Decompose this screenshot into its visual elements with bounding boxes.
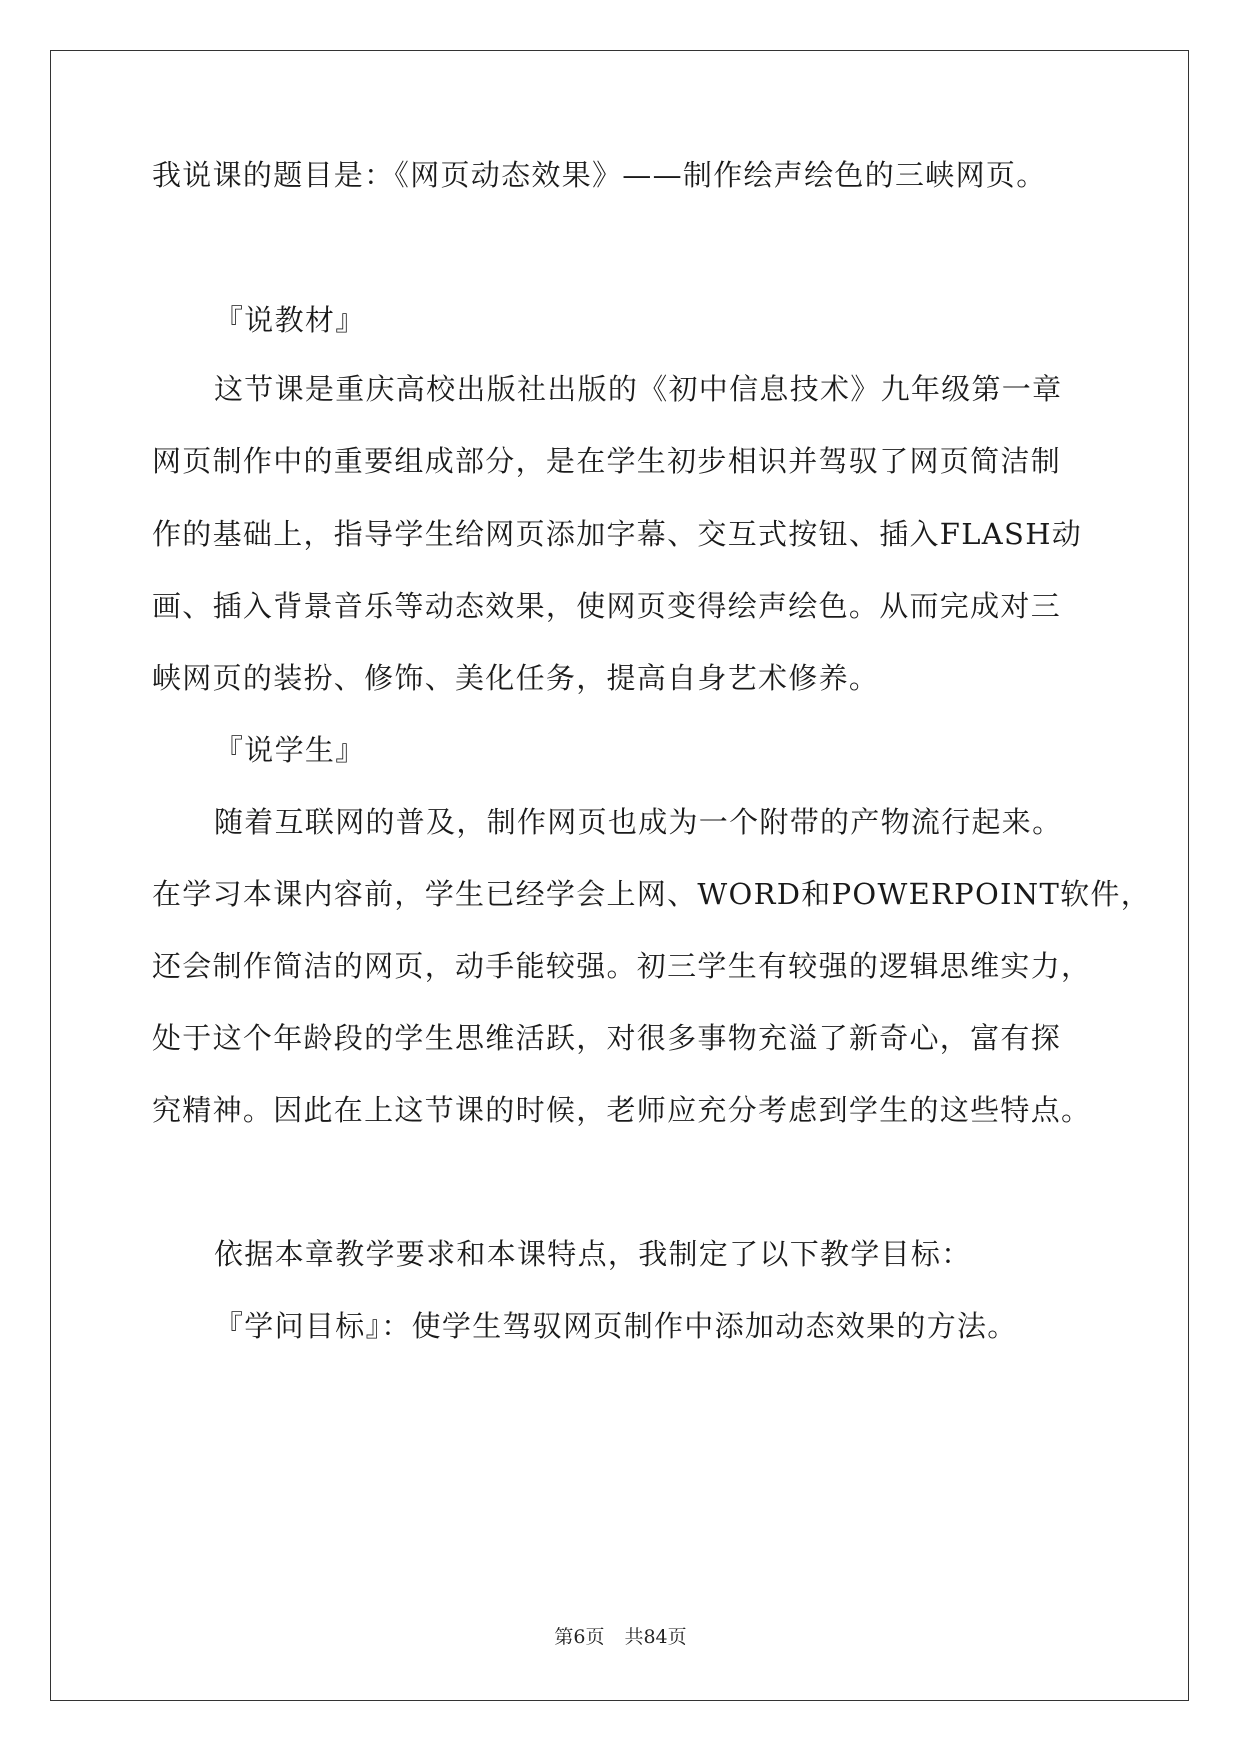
section-heading: 『说学生』 <box>214 733 366 767</box>
section-heading: 『学问目标』：使学生驾驭网页制作中添加动态效果的方法。 <box>214 1309 1018 1343</box>
text-line: 随着互联网的普及，制作网页也成为一个附带的产物流行起来。 <box>214 805 1063 839</box>
text-line: 依据本章教学要求和本课特点，我制定了以下教学目标： <box>214 1237 972 1271</box>
text-line: 这节课是重庆高校出版社出版的《初中信息技术》九年级第一章 <box>214 372 1063 406</box>
text-line: 在学习本课内容前，学生已经学会上网、WORD和POWERPOINT软件， <box>152 877 1152 911</box>
section-heading: 『说教材』 <box>214 303 366 337</box>
text-line: 还会制作简洁的网页，动手能较强。初三学生有较强的逻辑思维实力， <box>152 949 1092 983</box>
text-line: 画、插入背景音乐等动态效果，使网页变得绘声绘色。从而完成对三 <box>152 589 1062 623</box>
page-footer <box>0 1625 1241 1649</box>
text-line: 处于这个年龄段的学生思维活跃，对很多事物充溢了新奇心，富有探 <box>152 1021 1062 1055</box>
text-line: 究精神。因此在上这节课的时候，老师应充分考虑到学生的这些特点。 <box>152 1093 1092 1127</box>
text-line: 网页制作中的重要组成部分，是在学生初步相识并驾驭了网页简洁制 <box>152 444 1062 478</box>
text-line: 峡网页的装扮、修饰、美化任务，提高自身艺术修养。 <box>152 661 880 695</box>
page-total: 共84页 <box>624 1626 687 1648</box>
text-line: 作的基础上，指导学生给网页添加字幕、交互式按钮、插入FLASH动 <box>152 517 1083 551</box>
text-line: 我说课的题目是：《网页动态效果》——制作绘声绘色的三峡网页。 <box>152 158 1047 192</box>
page-number: 第6页 <box>554 1626 605 1648</box>
